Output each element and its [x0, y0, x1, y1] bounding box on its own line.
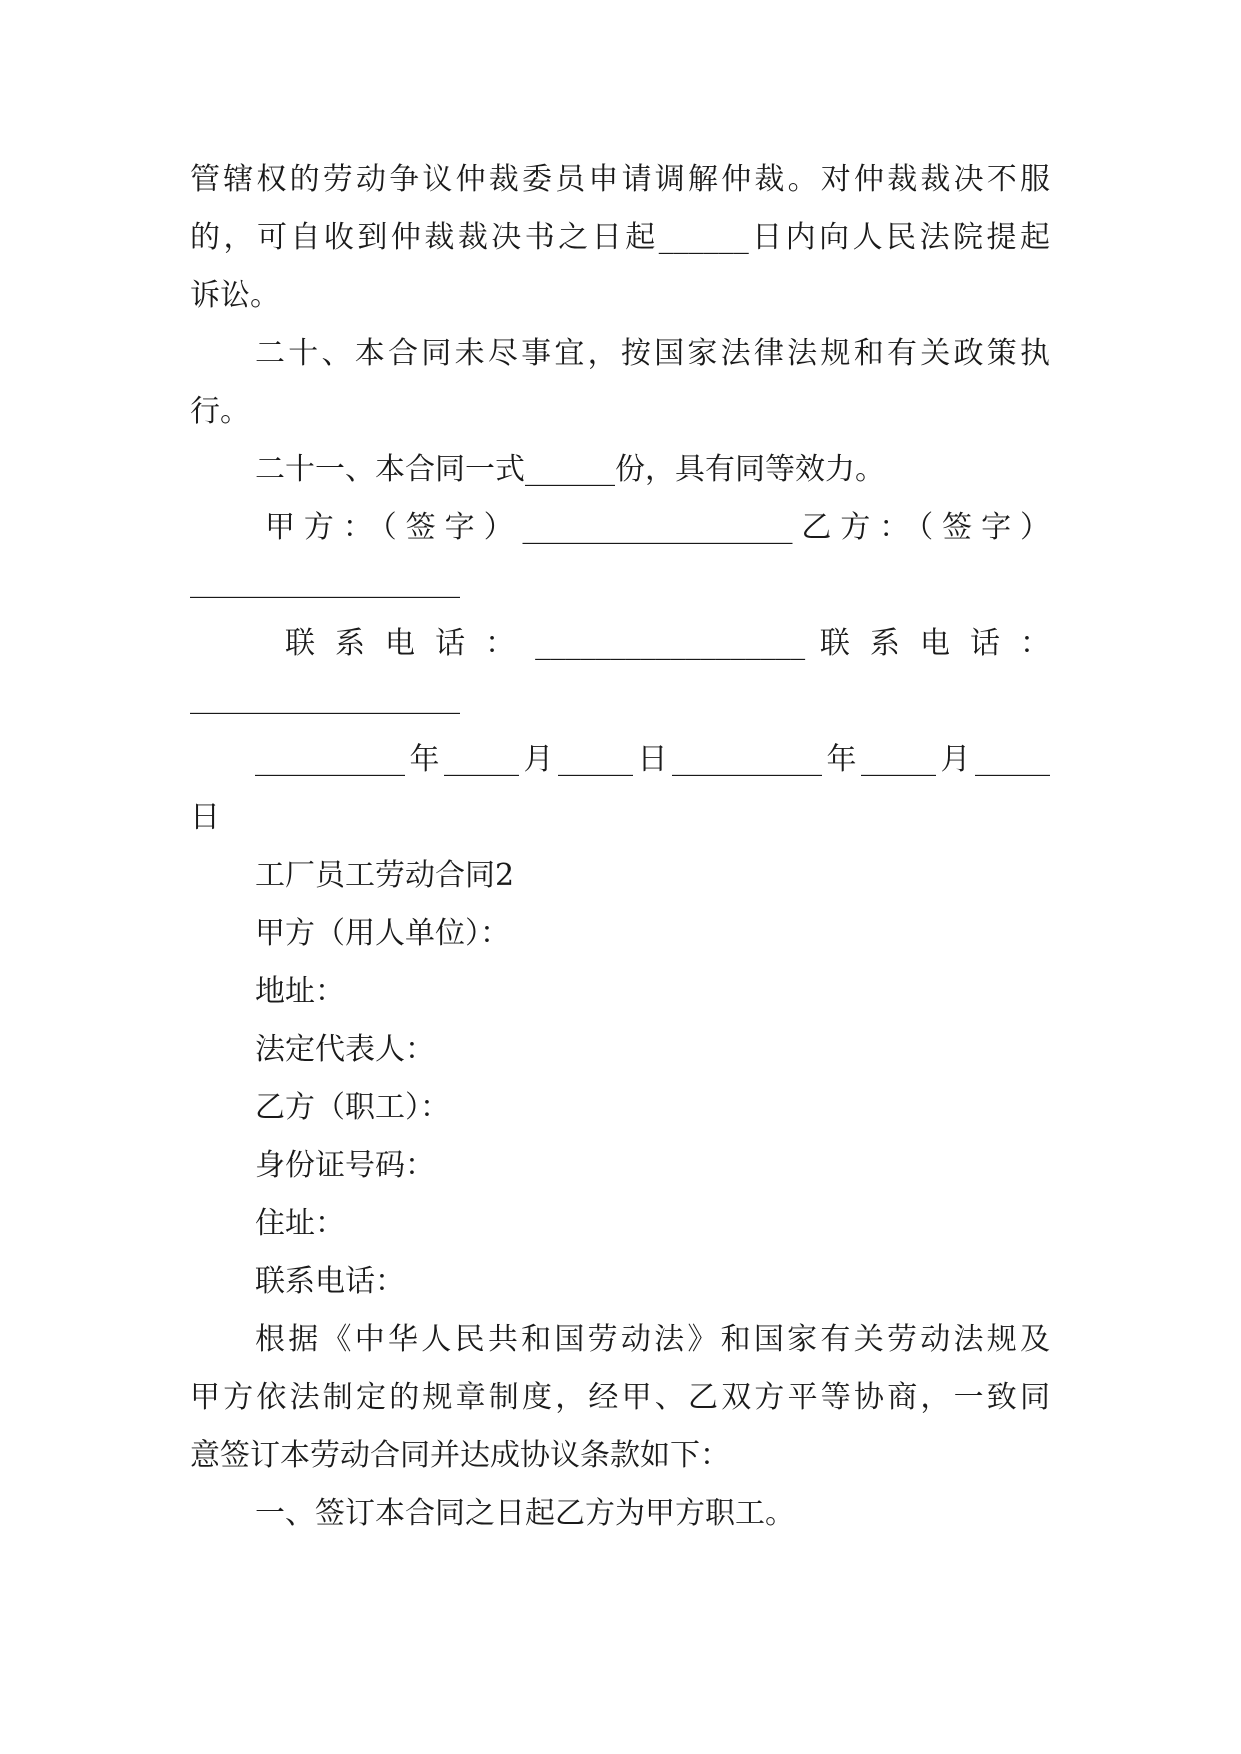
residence-label: 住址： [255, 1206, 345, 1241]
phone-line: 联 系 电 话 ： __________________ 联 系 电 话 ： [285, 626, 1050, 661]
section-title: 工厂员工劳动合同2 [255, 858, 515, 893]
signature-line-party-a-b: 甲方：（签字）__________________乙方：（签字） [265, 510, 1050, 545]
phone-blank-line: __________________ [190, 680, 460, 715]
signature-blank-line: __________________ [190, 564, 460, 599]
date-line: __________年_____月_____日__________年_____月_____ [255, 742, 1050, 777]
party-a-label: 甲方（用人单位）： [255, 916, 510, 951]
address-label: 地址： [255, 974, 345, 1009]
phone-label: 联系电话： [255, 1264, 405, 1299]
clause-one: 一、签订本合同之日起乙方为甲方职工。 [255, 1496, 795, 1531]
text-line-4: 二十、本合同未尽事宜，按国家法律法规和有关政策执 [255, 336, 1050, 371]
date-line-end: 日 [190, 800, 220, 835]
party-b-label: 乙方（职工）： [255, 1090, 450, 1125]
id-number-label: 身份证号码： [255, 1148, 435, 1183]
text-line-23: 意签订本劳动合同并达成协议条款如下： [190, 1438, 730, 1473]
text-line-21: 根据《中华人民共和国劳动法》和国家有关劳动法规及 [255, 1322, 1050, 1357]
text-line-2: 的，可自收到仲裁裁决书之日起______日内向人民法院提起 [190, 220, 1050, 255]
text-line-3: 诉讼。 [190, 278, 280, 313]
text-line-1: 管辖权的劳动争议仲裁委员申请调解仲裁。对仲裁裁决不服 [190, 162, 1050, 197]
legal-rep-label: 法定代表人： [255, 1032, 435, 1067]
text-line-5: 行。 [190, 394, 250, 429]
text-line-22: 甲方依法制定的规章制度，经甲、乙双方平等协商，一致同 [190, 1380, 1050, 1415]
text-line-6: 二十一、本合同一式______份，具有同等效力。 [255, 452, 885, 487]
